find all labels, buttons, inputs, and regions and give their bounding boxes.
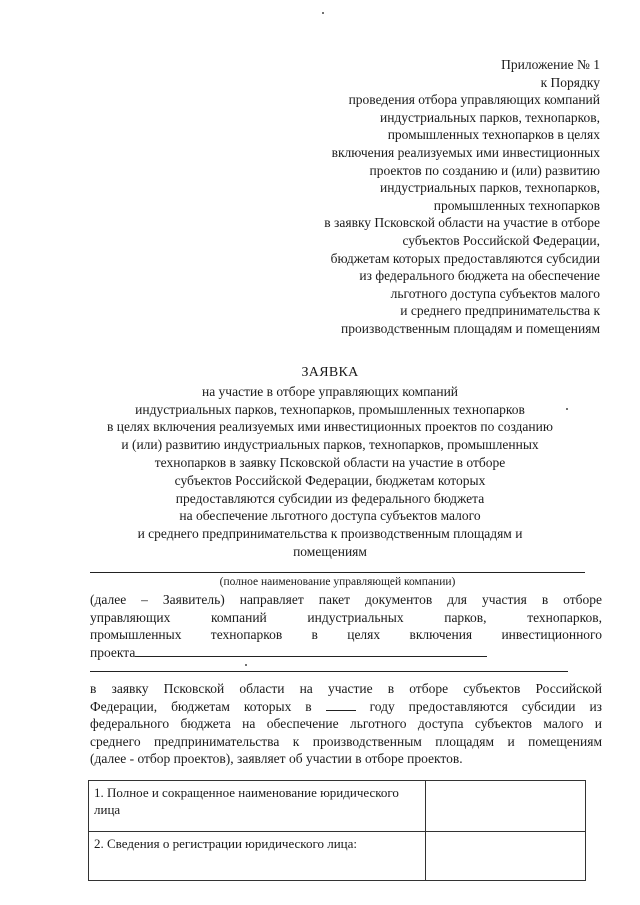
application-title <box>60 364 600 561</box>
annex-line: и среднего предпринимательства к <box>400 303 600 319</box>
body-line: в заявку Псковской области на участие в отборе субъектов Российской <box>90 681 602 696</box>
company-name-line[interactable] <box>90 572 585 573</box>
body-paragraph-1 <box>90 591 602 661</box>
annex-line: из федерального бюджета на обеспечение <box>359 268 600 284</box>
body-line: (далее – Заявитель) направляет пакет документов для участия в отборе <box>90 592 602 607</box>
annex-line: субъектов Российской Федерации, <box>402 232 600 248</box>
scan-speck <box>245 664 247 666</box>
body-line: управляющих компаний индустриальных парков, технопарков, <box>90 609 602 625</box>
table-row <box>89 832 586 881</box>
title-line: помещениям <box>293 543 367 559</box>
title-line: и среднего предпринимательства к производственным площадям и <box>137 526 523 542</box>
annex-line: Приложение № 1 <box>501 57 600 72</box>
title-line: на обеспечение льготного доступа субъектов малого <box>179 508 481 524</box>
title-line: на участие в отборе управляющих компаний <box>201 383 459 399</box>
title-line: и (или) развитию индустриальных парков, технопарков, промышленных <box>121 437 539 453</box>
annex-header <box>270 56 600 338</box>
company-name-caption: (полное наименование управляющей компании) <box>219 576 456 588</box>
annex-line: к Порядку <box>540 74 600 90</box>
annex-line: льготного доступа субъектов малого <box>390 285 600 301</box>
applicant-info-table <box>88 780 586 881</box>
title-line: субъектов Российской Федерации, бюджетам которых <box>174 472 486 488</box>
table-cell-label: 1. Полное и сокращенное наименование юридического лица <box>89 781 426 832</box>
table-cell-label: 2. Сведения о регистрации юридического лица: <box>89 832 426 881</box>
project-label: проекта <box>90 644 136 660</box>
title-line: в целях включения реализуемых ими инвестиционных проектов по созданию <box>107 419 553 435</box>
year-blank[interactable] <box>326 710 356 711</box>
body-line: федерального бюджета на обеспечение льготного доступа субъектов малого и <box>90 716 602 732</box>
year-text-before: Федерации, бюджетам которых в <box>90 698 312 714</box>
title-line: индустриальных парков, технопарков, промышленных технопарков <box>135 401 525 417</box>
annex-line: проведения отбора управляющих компаний <box>348 92 600 108</box>
annex-line: индустриальных парков, технопарков, <box>379 109 600 125</box>
annex-line: промышленных технопарков <box>433 197 600 213</box>
annex-line: индустриальных парков, технопарков, <box>379 180 600 196</box>
body-line: промышленных технопарков в целях включения инвестиционного <box>90 627 602 643</box>
body-line-project <box>90 644 602 662</box>
title-line: предоставляются субсидии из федерального бюджета <box>175 490 485 506</box>
annex-line: промышленных технопарков в целях <box>387 127 600 143</box>
scan-speck <box>322 12 324 14</box>
project-name-continuation-line[interactable] <box>90 671 568 672</box>
table-cell-value[interactable] <box>426 781 586 832</box>
project-name-blank[interactable] <box>135 656 487 657</box>
application-heading: ЗАЯВКА <box>301 365 359 380</box>
body-paragraph-2 <box>90 680 602 768</box>
annex-line: в заявку Псковской области на участие в отборе <box>324 215 600 231</box>
body-line: (далее - отбор проектов), заявляет об участии в отборе проектов. <box>90 751 463 767</box>
scan-speck <box>566 408 568 410</box>
body-line-year <box>90 698 602 716</box>
table-cell-value[interactable] <box>426 832 586 881</box>
title-line: технопарков в заявку Псковской области на участие в отборе <box>154 454 506 470</box>
annex-line: проектов по созданию и (или) развитию <box>369 162 600 178</box>
annex-line: производственным площадям и помещениям <box>341 320 600 336</box>
table-row <box>89 781 586 832</box>
year-text-after: году предоставляются субсидии из <box>369 698 603 714</box>
annex-line: бюджетам которых предоставляются субсидии <box>330 250 600 266</box>
body-line: среднего предпринимательства к производственным площадям и помещениям <box>90 733 602 749</box>
annex-line: включения реализуемых ими инвестиционных <box>331 144 600 160</box>
